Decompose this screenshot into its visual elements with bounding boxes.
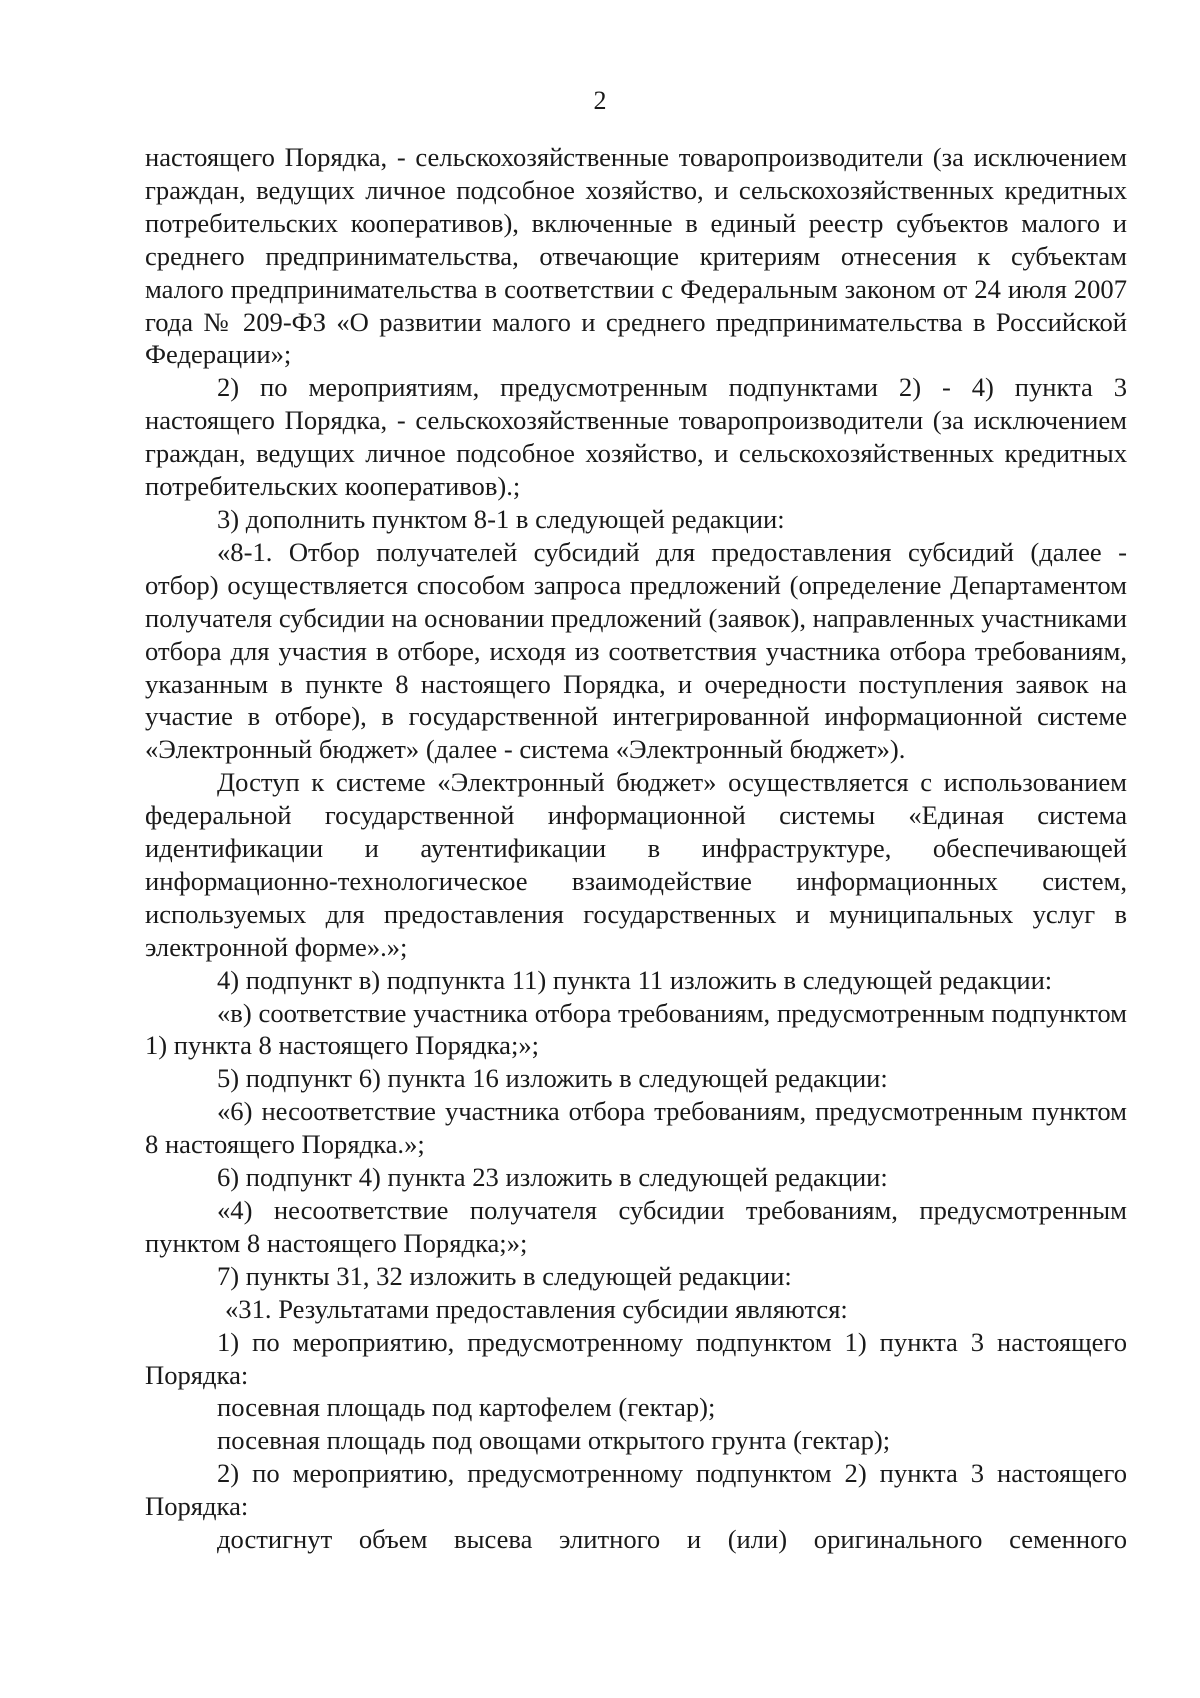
paragraph-item-5-amend: 5) подпункт 6) пункта 16 изложить в следующей редакции: [217, 1063, 888, 1094]
paragraph-subitem-v-text: «в) соответствие участника отбора требованиям, предусмотренным подпунктом 1) пункта 8 настоящего Порядка;»; [145, 997, 1127, 1061]
paragraph-vegetable-area: посевная площадь под овощами открытого грунта (гектар); [217, 1425, 891, 1456]
page-number: 2 [593, 86, 607, 115]
paragraph-result-1: 1) по мероприятию, предусмотренному подпунктом 1) пункта 3 настоящего Порядка: [145, 1326, 1127, 1390]
paragraph-item-7-amend: 7) пункты 31, 32 изложить в следующей редакции: [217, 1260, 792, 1291]
paragraph-access-electronic-budget: Доступ к системе «Электронный бюджет» осуществляется с использованием федеральной государственной информационной системы «Единая система идентификации и аутентификации в инфраструктуре, обеспечивающей информационно-технологическое взаимодействие информационных систем, используемых для предоставления государственных и муниципальных услуг в электронной форме».»; [145, 767, 1127, 962]
paragraph-result-2: 2) по мероприятию, предусмотренному подпунктом 2) пункта 3 настоящего Порядка: [145, 1458, 1127, 1522]
paragraph-subitem-6-text: «6) несоответствие участника отбора требованиям, предусмотренным пунктом 8 настоящего Порядка.»; [145, 1096, 1127, 1160]
paragraph-seed-volume: достигнут объем высева элитного и (или) оригинального семенного [217, 1524, 1127, 1555]
paragraph-31-results: «31. Результатами предоставления субсидии являются: [225, 1293, 848, 1324]
paragraph-8-1-selection: «8-1. Отбор получателей субсидий для предоставления субсидий (далее - отбор) осуществляется способом запроса предложений (определение Департаментом получателя субсидии на основании предложений (заявок), направленных участниками отбора для участия в отборе, исходя из соответствия участника отбора требованиям, указанным в пункте 8 настоящего Порядка, и очередности поступления заявок на участие в отборе), в государственной интегрированной информационной системе «Электронный бюджет» (далее - система «Электронный бюджет»). [145, 536, 1127, 765]
paragraph-subitem-4-text: «4) несоответствие получателя субсидии требованиям, предусмотренным пунктом 8 настоящего Порядка;»; [145, 1195, 1127, 1258]
paragraph-item-6-amend: 6) подпункт 4) пункта 23 изложить в следующей редакции: [217, 1162, 888, 1193]
paragraph-item-3-add-8-1: 3) дополнить пунктом 8-1 в следующей редакции: [217, 503, 785, 534]
paragraph-potato-area: посевная площадь под картофелем (гектар); [217, 1392, 716, 1423]
paragraph-eligible-producers-small-business: настоящего Порядка, - сельскохозяйственные товаропроизводители (за исключением граждан, ведущих личное подсобное хозяйство, и сельскохозяйственных кредитных потребительских кооперативов), включенные в единый реестр субъектов малого и среднего предпринимательства, отвечающие критериям отнесения к субъектам малого предпринимательства в соответствии с Федеральным законом от 24 июля 2007 года № 209-ФЗ «О развитии малого и среднего предпринимательства в Российской Федерации»; [145, 142, 1127, 370]
paragraph-item-4-amend: 4) подпункт в) подпункта 11) пункта 11 изложить в следующей редакции: [217, 964, 1053, 995]
document-body [145, 141, 1127, 1556]
paragraph-item-2-producers: 2) по мероприятиям, предусмотренным подпунктами 2) - 4) пункта 3 настоящего Порядка, - сельскохозяйственные товаропроизводители (за исключением граждан, ведущих личное подсобное хозяйство, и сельскохозяйственных кредитных потребительских кооперативов).; [145, 372, 1127, 502]
